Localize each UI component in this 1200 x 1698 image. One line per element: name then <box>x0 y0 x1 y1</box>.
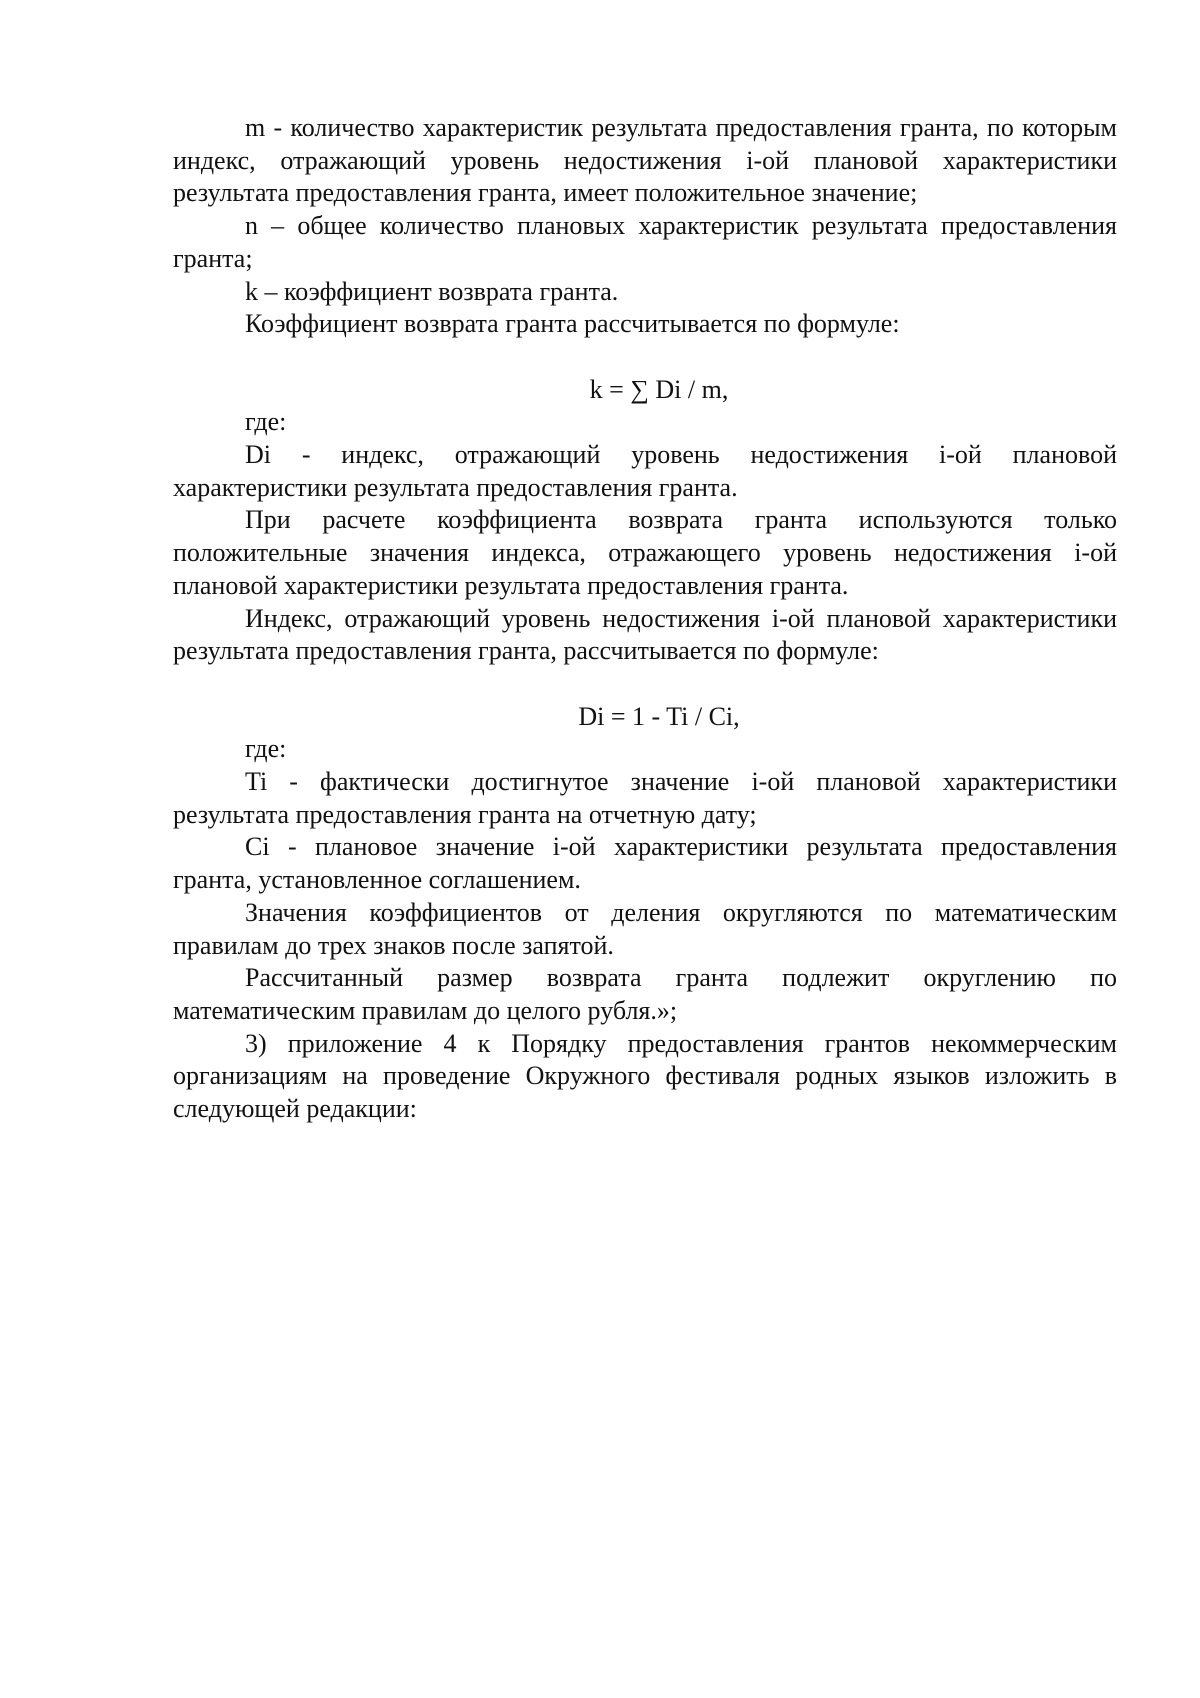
spacer <box>173 668 1117 701</box>
paragraph-k-definition: k – коэффициент возврата гранта. <box>245 276 619 306</box>
paragraph-ci-definition: Ci - плановое значение i-ой характеристики результата предоставления гранта, установленное соглашением. <box>173 832 1117 895</box>
where-label: где: <box>245 407 287 437</box>
formula-di: Di = 1 - Ti / Ci, <box>578 701 740 731</box>
paragraph-n-definition: n – общее количество плановых характеристик результата предоставления гранта; <box>173 211 1117 273</box>
paragraph-di-formula-intro: Индекс, отражающий уровень недостижения i-ой плановой характеристики результата предоставления гранта, рассчитывается по формуле: <box>173 603 1117 666</box>
spacer <box>173 341 1117 374</box>
document-page <box>173 112 1117 1126</box>
paragraph-rounding-coefficients: Значения коэффициентов от деления округляются по математическим правилам до трех знаков после запятой. <box>173 897 1117 960</box>
paragraph-positive-values: При расчете коэффициента возврата гранта используются только положительные значения индекса, отражающего уровень недостижения i-ой плановой характеристики результата предоставления гранта. <box>173 505 1117 600</box>
paragraph-k-formula-intro: Коэффициент возврата гранта рассчитывается по формуле: <box>245 309 900 339</box>
where-label: где: <box>245 734 287 764</box>
paragraph-di-definition: Di - индекс, отражающий уровень недостижения i-ой плановой характеристики результата предоставления гранта. <box>173 440 1117 502</box>
paragraph-appendix-4: 3) приложение 4 к Порядку предоставления грантов некоммерческим организациям на проведение Окружного фестиваля родных языков изложить в следующей редакции: <box>173 1028 1117 1124</box>
paragraph-m-definition: m - количество характеристик результата предоставления гранта, по которым индекс, отражающий уровень недостижения i-ой плановой характеристики результата предоставления гранта, имеет положительное значение; <box>173 113 1117 208</box>
paragraph-ti-definition: Ti - фактически достигнутое значение i-ой плановой характеристики результата предоставления гранта на отчетную дату; <box>173 767 1117 829</box>
paragraph-rounding-amount: Рассчитанный размер возврата гранта подлежит округлению по математическим правилам до целого рубля.»; <box>173 963 1117 1025</box>
formula-k: k = ∑ Di / m, <box>589 374 729 404</box>
